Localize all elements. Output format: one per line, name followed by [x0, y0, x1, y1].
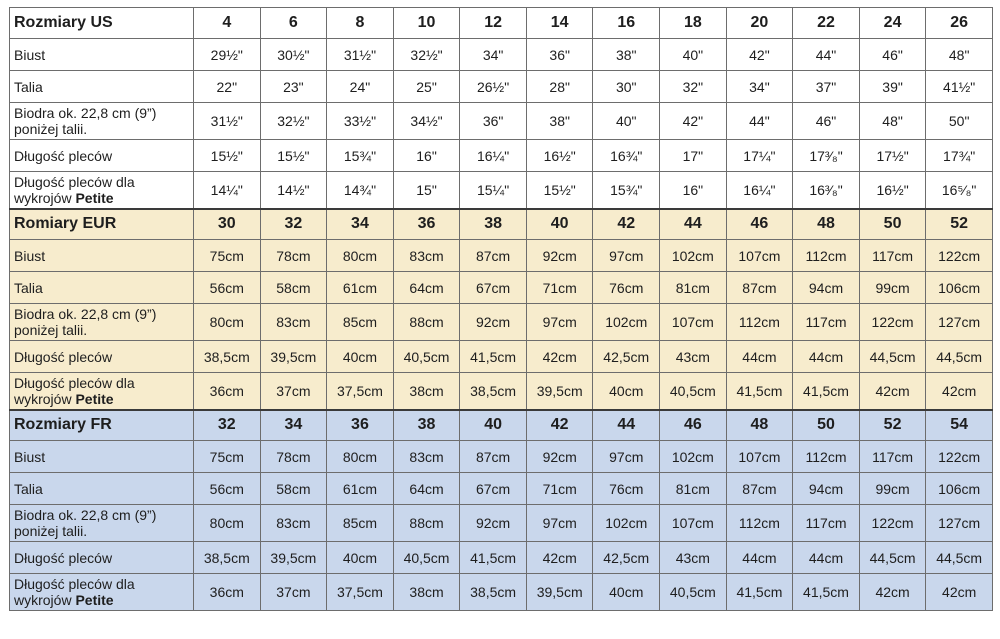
measurement-cell: 40,5cm — [393, 341, 460, 373]
size-header-cell: 42 — [593, 209, 660, 240]
measurement-cell: 76cm — [593, 473, 660, 505]
measurement-cell: 83cm — [260, 304, 327, 341]
measurement-cell: 56cm — [194, 473, 261, 505]
size-header-cell: 46 — [726, 209, 793, 240]
measurement-cell: 99cm — [859, 272, 926, 304]
size-header-cell: 52 — [926, 209, 993, 240]
measurement-cell: 31½" — [194, 103, 261, 140]
measurement-cell: 44cm — [726, 542, 793, 574]
measurement-cell: 81cm — [660, 272, 727, 304]
table-row — [10, 542, 993, 574]
size-header-cell: 10 — [393, 8, 460, 39]
measurement-cell: 43cm — [660, 341, 727, 373]
measurement-cell: 33½" — [327, 103, 394, 140]
measurement-cell: 41,5cm — [793, 574, 860, 611]
section-header-eur — [10, 209, 993, 240]
row-label — [10, 140, 194, 172]
size-header-cell: 12 — [460, 8, 527, 39]
size-header-cell: 40 — [460, 410, 527, 441]
row-label — [10, 341, 194, 373]
row-label-text: Biust — [14, 448, 46, 465]
row-label-text: Biodra ok. 22,8 cm (9”) poniżej talii. — [14, 507, 157, 539]
measurement-cell: 64cm — [393, 272, 460, 304]
table-row — [10, 505, 993, 542]
row-label — [10, 473, 194, 505]
measurement-cell: 16³⁄₈" — [793, 172, 860, 209]
measurement-cell: 97cm — [526, 505, 593, 542]
measurement-cell: 97cm — [593, 441, 660, 473]
row-label — [10, 304, 194, 341]
measurement-cell: 16" — [393, 140, 460, 172]
measurement-cell: 75cm — [194, 441, 261, 473]
measurement-cell: 112cm — [793, 441, 860, 473]
measurement-cell: 22" — [194, 71, 261, 103]
size-table-body — [10, 8, 993, 611]
measurement-cell: 87cm — [726, 473, 793, 505]
row-label — [10, 542, 194, 574]
measurement-cell: 92cm — [460, 304, 527, 341]
section-header-fr — [10, 410, 993, 441]
size-header-cell: 18 — [660, 8, 727, 39]
measurement-cell: 107cm — [660, 505, 727, 542]
table-row — [10, 272, 993, 304]
measurement-cell: 15½" — [194, 140, 261, 172]
size-header-cell: 48 — [726, 410, 793, 441]
measurement-cell: 102cm — [593, 304, 660, 341]
measurement-cell: 17¼" — [726, 140, 793, 172]
measurement-cell: 117cm — [859, 441, 926, 473]
measurement-cell: 34½" — [393, 103, 460, 140]
measurement-cell: 80cm — [327, 441, 394, 473]
measurement-cell: 67cm — [460, 473, 527, 505]
measurement-cell: 127cm — [926, 304, 993, 341]
measurement-cell: 38" — [526, 103, 593, 140]
measurement-cell: 106cm — [926, 272, 993, 304]
size-header-cell: 32 — [260, 209, 327, 240]
section-title: Romiary EUR — [10, 209, 194, 240]
measurement-cell: 83cm — [393, 441, 460, 473]
section-title: Rozmiary US — [10, 8, 194, 39]
row-label — [10, 240, 194, 272]
measurement-cell: 26½" — [460, 71, 527, 103]
row-label-text: Długość pleców dla wykrojów — [14, 374, 135, 407]
measurement-cell: 87cm — [460, 240, 527, 272]
table-row — [10, 473, 993, 505]
measurement-cell: 42" — [726, 39, 793, 71]
row-label — [10, 39, 194, 71]
measurement-cell: 99cm — [859, 473, 926, 505]
measurement-cell: 37cm — [260, 373, 327, 410]
row-label-text: Biust — [14, 46, 46, 63]
row-label-text: Biodra ok. 22,8 cm (9”) poniżej talii. — [14, 306, 157, 338]
table-row — [10, 373, 993, 410]
measurement-cell: 15¼" — [460, 172, 527, 209]
measurement-cell: 81cm — [660, 473, 727, 505]
row-label-text: Biodra ok. 22,8 cm (9”) poniżej talii. — [14, 105, 157, 137]
measurement-cell: 61cm — [327, 272, 394, 304]
measurement-cell: 15¾" — [327, 140, 394, 172]
measurement-cell: 17³⁄₈" — [793, 140, 860, 172]
measurement-cell: 44cm — [793, 542, 860, 574]
measurement-cell: 44cm — [793, 341, 860, 373]
measurement-cell: 83cm — [260, 505, 327, 542]
measurement-cell: 117cm — [793, 505, 860, 542]
measurement-cell: 41,5cm — [726, 373, 793, 410]
size-header-cell: 50 — [793, 410, 860, 441]
measurement-cell: 44,5cm — [859, 341, 926, 373]
measurement-cell: 122cm — [926, 240, 993, 272]
measurement-cell: 48" — [926, 39, 993, 71]
measurement-cell: 16¾" — [593, 140, 660, 172]
measurement-cell: 38,5cm — [194, 542, 261, 574]
measurement-cell: 34" — [460, 39, 527, 71]
measurement-cell: 24" — [327, 71, 394, 103]
measurement-cell: 40,5cm — [660, 574, 727, 611]
measurement-cell: 44" — [726, 103, 793, 140]
measurement-cell: 48" — [859, 103, 926, 140]
measurement-cell: 46" — [859, 39, 926, 71]
size-header-cell: 34 — [260, 410, 327, 441]
size-header-cell: 44 — [593, 410, 660, 441]
measurement-cell: 42cm — [526, 542, 593, 574]
size-header-cell: 38 — [460, 209, 527, 240]
measurement-cell: 25" — [393, 71, 460, 103]
measurement-cell: 78cm — [260, 240, 327, 272]
measurement-cell: 42cm — [526, 341, 593, 373]
measurement-cell: 38,5cm — [460, 373, 527, 410]
size-header-cell: 8 — [327, 8, 394, 39]
measurement-cell: 37,5cm — [327, 373, 394, 410]
size-header-cell: 22 — [793, 8, 860, 39]
measurement-cell: 75cm — [194, 240, 261, 272]
table-row — [10, 103, 993, 140]
measurement-cell: 85cm — [327, 505, 394, 542]
measurement-cell: 76cm — [593, 272, 660, 304]
row-label — [10, 172, 194, 209]
measurement-cell: 38,5cm — [194, 341, 261, 373]
measurement-cell: 107cm — [726, 240, 793, 272]
measurement-cell: 28" — [526, 71, 593, 103]
size-header-cell: 4 — [194, 8, 261, 39]
measurement-cell: 16" — [660, 172, 727, 209]
measurement-cell: 14½" — [260, 172, 327, 209]
measurement-cell: 61cm — [327, 473, 394, 505]
size-header-cell: 32 — [194, 410, 261, 441]
measurement-cell: 17" — [660, 140, 727, 172]
measurement-cell: 14¾" — [327, 172, 394, 209]
size-header-cell: 52 — [859, 410, 926, 441]
measurement-cell: 38,5cm — [460, 574, 527, 611]
measurement-cell: 50" — [926, 103, 993, 140]
measurement-cell: 39,5cm — [260, 341, 327, 373]
table-row — [10, 71, 993, 103]
measurement-cell: 42cm — [926, 373, 993, 410]
measurement-cell: 40,5cm — [660, 373, 727, 410]
section-title: Rozmiary FR — [10, 410, 194, 441]
row-label-text: Długość pleców dla wykrojów — [14, 173, 135, 206]
measurement-cell: 87cm — [460, 441, 527, 473]
table-row — [10, 341, 993, 373]
measurement-cell: 36" — [460, 103, 527, 140]
row-label — [10, 272, 194, 304]
measurement-cell: 44cm — [726, 341, 793, 373]
measurement-cell: 36cm — [194, 574, 261, 611]
size-header-cell: 34 — [327, 209, 394, 240]
size-header-cell: 46 — [660, 410, 727, 441]
measurement-cell: 31½" — [327, 39, 394, 71]
measurement-cell: 43cm — [660, 542, 727, 574]
measurement-cell: 30½" — [260, 39, 327, 71]
measurement-cell: 40cm — [327, 341, 394, 373]
size-header-cell: 16 — [593, 8, 660, 39]
measurement-cell: 38cm — [393, 574, 460, 611]
measurement-cell: 40,5cm — [393, 542, 460, 574]
measurement-cell: 41½" — [926, 71, 993, 103]
measurement-cell: 38" — [593, 39, 660, 71]
measurement-cell: 32½" — [260, 103, 327, 140]
measurement-cell: 40cm — [593, 574, 660, 611]
table-row — [10, 304, 993, 341]
measurement-cell: 71cm — [526, 473, 593, 505]
table-row — [10, 441, 993, 473]
size-header-cell: 44 — [660, 209, 727, 240]
measurement-cell: 15½" — [260, 140, 327, 172]
measurement-cell: 44,5cm — [926, 341, 993, 373]
measurement-cell: 58cm — [260, 272, 327, 304]
row-label-text: Talia — [14, 480, 43, 497]
section-header-us — [10, 8, 993, 39]
measurement-cell: 39,5cm — [260, 542, 327, 574]
measurement-cell: 17½" — [859, 140, 926, 172]
measurement-cell: 29½" — [194, 39, 261, 71]
petite-label: Petite — [75, 189, 114, 206]
measurement-cell: 107cm — [660, 304, 727, 341]
measurement-cell: 58cm — [260, 473, 327, 505]
measurement-cell: 112cm — [726, 304, 793, 341]
measurement-cell: 42cm — [926, 574, 993, 611]
row-label-text: Długość pleców — [14, 348, 113, 365]
measurement-cell: 44,5cm — [859, 542, 926, 574]
measurement-cell: 37,5cm — [327, 574, 394, 611]
measurement-cell: 41,5cm — [460, 341, 527, 373]
row-label-text: Talia — [14, 78, 43, 95]
measurement-cell: 122cm — [926, 441, 993, 473]
table-row — [10, 574, 993, 611]
measurement-cell: 67cm — [460, 272, 527, 304]
measurement-cell: 41,5cm — [793, 373, 860, 410]
measurement-cell: 42cm — [859, 574, 926, 611]
measurement-cell: 83cm — [393, 240, 460, 272]
measurement-cell: 36cm — [194, 373, 261, 410]
row-label-text: Biust — [14, 247, 46, 264]
measurement-cell: 112cm — [726, 505, 793, 542]
measurement-cell: 40" — [660, 39, 727, 71]
size-header-cell: 42 — [526, 410, 593, 441]
measurement-cell: 39" — [859, 71, 926, 103]
measurement-cell: 88cm — [393, 304, 460, 341]
measurement-cell: 94cm — [793, 272, 860, 304]
row-label — [10, 574, 194, 611]
measurement-cell: 23" — [260, 71, 327, 103]
measurement-cell: 102cm — [593, 505, 660, 542]
size-header-cell: 36 — [327, 410, 394, 441]
row-label — [10, 71, 194, 103]
measurement-cell: 36" — [526, 39, 593, 71]
measurement-cell: 40" — [593, 103, 660, 140]
table-row — [10, 172, 993, 209]
size-header-cell: 48 — [793, 209, 860, 240]
measurement-cell: 46" — [793, 103, 860, 140]
measurement-cell: 39,5cm — [526, 574, 593, 611]
measurement-cell: 92cm — [460, 505, 527, 542]
measurement-cell: 97cm — [526, 304, 593, 341]
size-header-cell: 14 — [526, 8, 593, 39]
measurement-cell: 16⁵⁄₈" — [926, 172, 993, 209]
size-header-cell: 54 — [926, 410, 993, 441]
measurement-cell: 37cm — [260, 574, 327, 611]
measurement-cell: 32½" — [393, 39, 460, 71]
measurement-cell: 16¼" — [726, 172, 793, 209]
measurement-cell: 37" — [793, 71, 860, 103]
measurement-cell: 127cm — [926, 505, 993, 542]
measurement-cell: 38cm — [393, 373, 460, 410]
size-header-cell: 38 — [393, 410, 460, 441]
measurement-cell: 42cm — [859, 373, 926, 410]
measurement-cell: 117cm — [859, 240, 926, 272]
measurement-cell: 44,5cm — [926, 542, 993, 574]
row-label — [10, 373, 194, 410]
measurement-cell: 41,5cm — [726, 574, 793, 611]
measurement-cell: 15" — [393, 172, 460, 209]
measurement-cell: 87cm — [726, 272, 793, 304]
measurement-cell: 44" — [793, 39, 860, 71]
measurement-cell: 16¼" — [460, 140, 527, 172]
measurement-cell: 107cm — [726, 441, 793, 473]
measurement-cell: 97cm — [593, 240, 660, 272]
size-header-cell: 26 — [926, 8, 993, 39]
row-label-text: Długość pleców — [14, 147, 113, 164]
size-header-cell: 24 — [859, 8, 926, 39]
measurement-cell: 92cm — [526, 441, 593, 473]
measurement-cell: 40cm — [593, 373, 660, 410]
measurement-cell: 64cm — [393, 473, 460, 505]
measurement-cell: 14¼" — [194, 172, 261, 209]
row-label-text: Talia — [14, 279, 43, 296]
table-row — [10, 39, 993, 71]
row-label — [10, 505, 194, 542]
measurement-cell: 88cm — [393, 505, 460, 542]
measurement-cell: 30" — [593, 71, 660, 103]
measurement-cell: 16½" — [526, 140, 593, 172]
measurement-cell: 15¾" — [593, 172, 660, 209]
size-header-cell: 6 — [260, 8, 327, 39]
size-table — [9, 7, 993, 611]
size-header-cell: 30 — [194, 209, 261, 240]
size-header-cell: 36 — [393, 209, 460, 240]
measurement-cell: 32" — [660, 71, 727, 103]
measurement-cell: 80cm — [194, 304, 261, 341]
petite-label: Petite — [75, 592, 114, 608]
table-row — [10, 240, 993, 272]
measurement-cell: 117cm — [793, 304, 860, 341]
measurement-cell: 80cm — [327, 240, 394, 272]
size-header-cell: 40 — [526, 209, 593, 240]
measurement-cell: 56cm — [194, 272, 261, 304]
measurement-cell: 42" — [660, 103, 727, 140]
measurement-cell: 34" — [726, 71, 793, 103]
row-label — [10, 103, 194, 140]
row-label-text: Długość pleców — [14, 549, 113, 566]
size-header-cell: 20 — [726, 8, 793, 39]
measurement-cell: 39,5cm — [526, 373, 593, 410]
measurement-cell: 122cm — [859, 304, 926, 341]
measurement-cell: 102cm — [660, 240, 727, 272]
measurement-cell: 80cm — [194, 505, 261, 542]
measurement-cell: 94cm — [793, 473, 860, 505]
measurement-cell: 41,5cm — [460, 542, 527, 574]
size-header-cell: 50 — [859, 209, 926, 240]
measurement-cell: 42,5cm — [593, 341, 660, 373]
measurement-cell: 17¾" — [926, 140, 993, 172]
measurement-cell: 71cm — [526, 272, 593, 304]
size-chart — [9, 7, 992, 611]
measurement-cell: 40cm — [327, 542, 394, 574]
row-label — [10, 441, 194, 473]
measurement-cell: 92cm — [526, 240, 593, 272]
measurement-cell: 15½" — [526, 172, 593, 209]
table-row — [10, 140, 993, 172]
measurement-cell: 42,5cm — [593, 542, 660, 574]
row-label-text: Długość pleców dla wykrojów — [14, 576, 135, 608]
measurement-cell: 16½" — [859, 172, 926, 209]
measurement-cell: 78cm — [260, 441, 327, 473]
measurement-cell: 102cm — [660, 441, 727, 473]
measurement-cell: 85cm — [327, 304, 394, 341]
measurement-cell: 122cm — [859, 505, 926, 542]
petite-label: Petite — [75, 390, 114, 407]
measurement-cell: 106cm — [926, 473, 993, 505]
measurement-cell: 112cm — [793, 240, 860, 272]
